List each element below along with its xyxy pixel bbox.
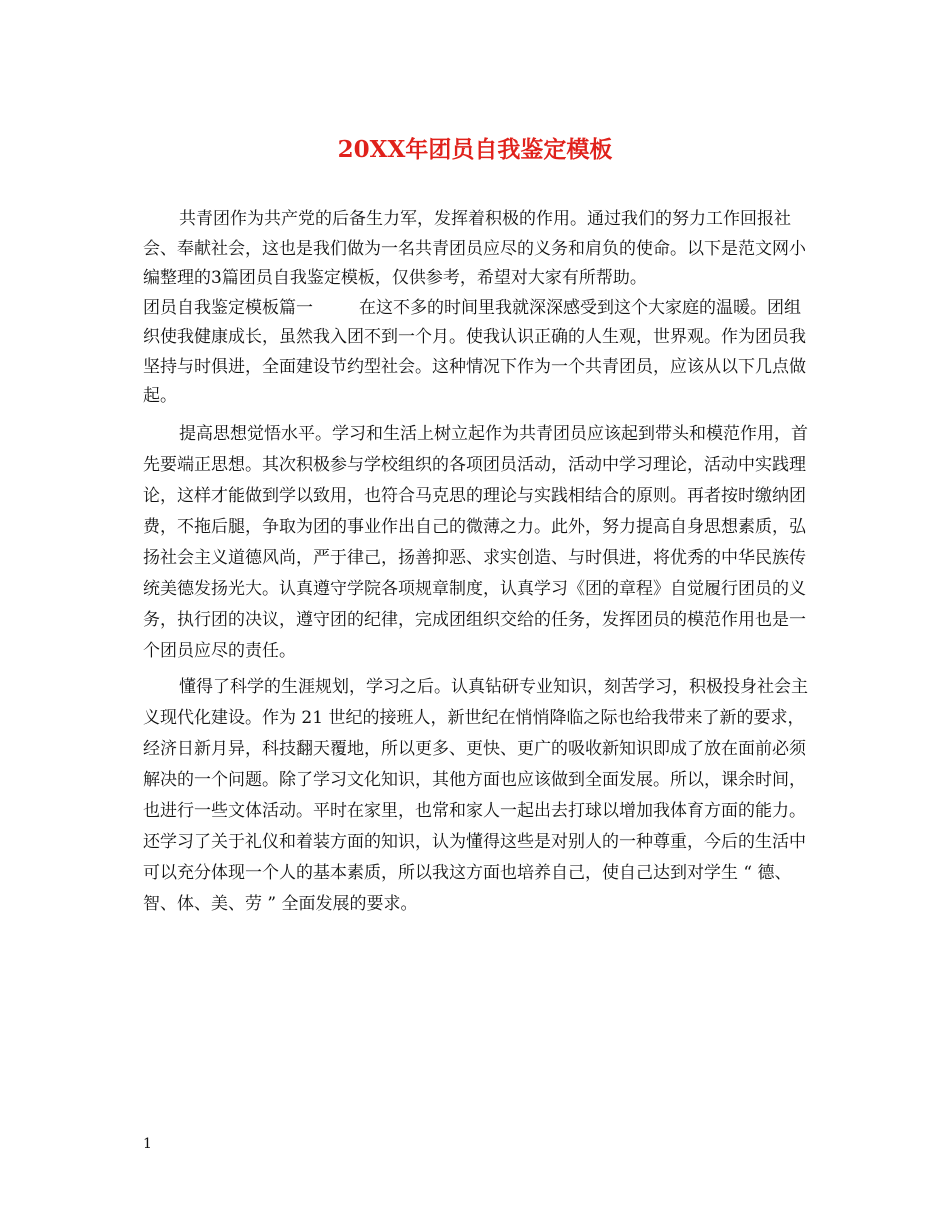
study-paragraph: 懂得了科学的生涯规划，学习之后。认真钻研专业知识，刻苦学习，积极投身社会主义现代化建设。作为 21 世纪的接班人，新世纪在悄悄降临之际也给我带来了新的要求，经济日新月异，科技翻天覆地，所以更多、更快、更广的吸收新知识即成了放在面前必须解决的一个问题。除了学习文化知识，其他方面也应该做到全面发展。所以，课余时间，也进行一些文体活动。平时在家里，也常和家人一起出去打球以增加我体育方面的能力。还学习了关于礼仪和着装方面的知识，认为懂得这些是对别人的一种尊重，今后的生活中可以充分体现一个人的基本素质，所以我这方面也培养自己，使自己达到对学生 “ 德、智、体、美、劳 ” 全面发展的要求。 xyxy=(143,676,808,914)
thought-paragraph: 提高思想觉悟水平。学习和生活上树立起作为共青团员应该起到带头和模范作用，首先要端正思想。其次积极参与学校组织的各项团员活动，活动中学习理论，活动中实践理论，这样才能做到学以致用，也符合马克思的理论与实践相结合的原则。再者按时缴纳团费，不拖后腿，争取为团的事业作出自己的微薄之力。此外，努力提高自身思想素质，弘扬社会主义道德风尚，严于律己，扬善抑恶、求实创造、与时俱进，将优秀的中华民族传统美德发扬光大。认真遵守学院各项规章制度，认真学习《团的章程》自觉履行团员的义务，执行团的决议，遵守团的纪律，完成团组织交给的任务，发挥团员的模范作用也是一个团员应尽的责任。 xyxy=(143,423,808,661)
page-number: 1 xyxy=(143,1136,152,1152)
section-one-paragraph xyxy=(143,294,813,412)
document-body xyxy=(143,205,813,920)
document-title: 20XX年团员自我鉴定模板 xyxy=(337,136,613,163)
section-heading: 团员自我鉴定模板篇一 xyxy=(143,297,313,318)
section-opening-text: 在这不多的时间里我就深深感受到这个大家庭的温暖。团组织使我健康成长，虽然我入团不到一个月。使我认识正确的人生观，世界观。作为团员我坚持与时俱进，全面建设节约型社会。这种情况下作为一个共青团员，应该从以下几点做起。 xyxy=(143,297,806,406)
intro-paragraph: 共青团作为共产党的后备生力军，发挥着积极的作用。通过我们的努力工作回报社会、奉献社会，这也是我们做为一名共青团员应尽的义务和肩负的使命。以下是范文网小编整理的3篇团员自我鉴定模板，仅供参考，希望对大家有所帮助。 xyxy=(143,209,806,288)
